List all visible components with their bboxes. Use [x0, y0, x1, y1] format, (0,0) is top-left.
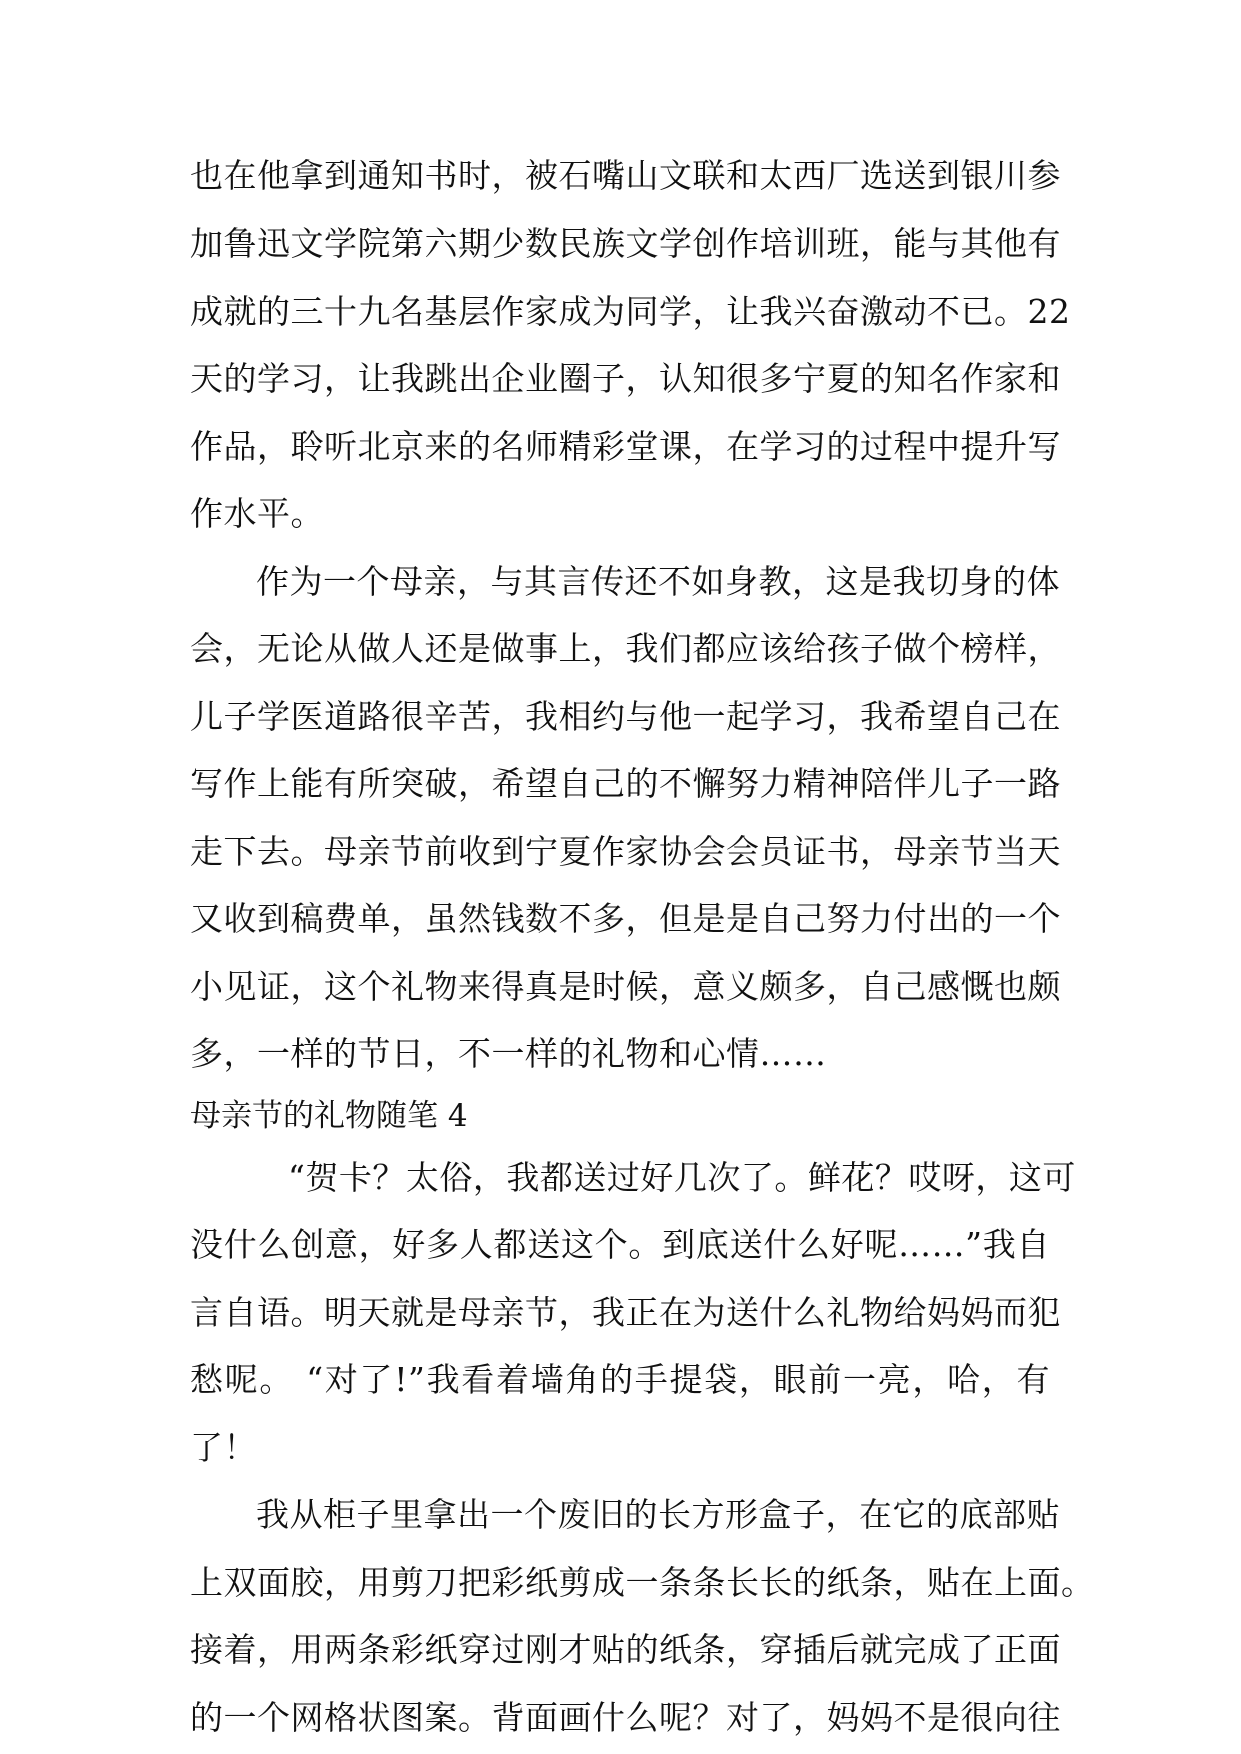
paragraph-line: 写作上能有所突破，希望自己的不懈努力精神陪伴儿子一路 — [190, 764, 1061, 803]
paragraph-line: 言自语。明天就是母亲节，我正在为送什么礼物给妈妈而犯 — [190, 1293, 1061, 1332]
paragraph-line: 会，无论从做人还是做事上，我们都应该给孩子做个榜样， — [190, 629, 1061, 668]
paragraph-line: 成就的三十九名基层作家成为同学，让我兴奋激动不已。22 — [190, 292, 1071, 331]
paragraph-line: 加鲁迅文学院第六期少数民族文学创作培训班，能与其他有 — [190, 224, 1061, 263]
paragraph-line: 又收到稿费单，虽然钱数不多，但是是自己努力付出的一个 — [190, 899, 1061, 938]
paragraph-line: 作品，聆听北京来的名师精彩堂课，在学习的过程中提升写 — [190, 427, 1061, 466]
paragraph-line: 上双面胶，用剪刀把彩纸剪成一条条长长的纸条，贴在上面。 — [190, 1563, 1095, 1602]
paragraph-line: 也在他拿到通知书时，被石嘴山文联和太西厂选送到银川参 — [190, 156, 1061, 195]
paragraph-line: 没什么创意，好多人都送这个。到底送什么好呢……”我自 — [190, 1225, 1050, 1264]
paragraph-line: 儿子学医道路很辛苦，我相约与他一起学习，我希望自己在 — [190, 697, 1061, 736]
paragraph-line: 的一个网格状图案。背面画什么呢？对了，妈妈不是很向往 — [190, 1698, 1061, 1737]
paragraph-line: “贺卡？太俗，我都送过好几次了。鲜花？哎呀，这可 — [288, 1158, 1076, 1197]
paragraph-line: 我从柜子里拿出一个废旧的长方形盒子，在它的底部贴 — [256, 1495, 1060, 1534]
paragraph-line: 走下去。母亲节前收到宁夏作家协会会员证书，母亲节当天 — [190, 832, 1061, 871]
paragraph-line: 作为一个母亲，与其言传还不如身教，这是我切身的体 — [256, 562, 1060, 601]
paragraph-line: 天的学习，让我跳出企业圈子，认知很多宁夏的知名作家和 — [190, 359, 1061, 398]
paragraph-line: 接着，用两条彩纸穿过刚才贴的纸条，穿插后就完成了正面 — [190, 1630, 1061, 1669]
paragraph-line: 小见证，这个礼物来得真是时候，意义颇多，自己感慨也颇 — [190, 967, 1061, 1006]
paragraph-line: 愁呢。 “对了!”我看着墙角的手提袋，眼前一亮，哈，有 — [190, 1360, 1050, 1399]
section-heading: 母亲节的礼物随笔 4 — [190, 1098, 468, 1134]
paragraph-line: 作水平。 — [190, 494, 324, 533]
paragraph-line: 多，一样的节日，不一样的礼物和心情…… — [190, 1034, 827, 1073]
paragraph-line: 了！ — [190, 1428, 257, 1467]
